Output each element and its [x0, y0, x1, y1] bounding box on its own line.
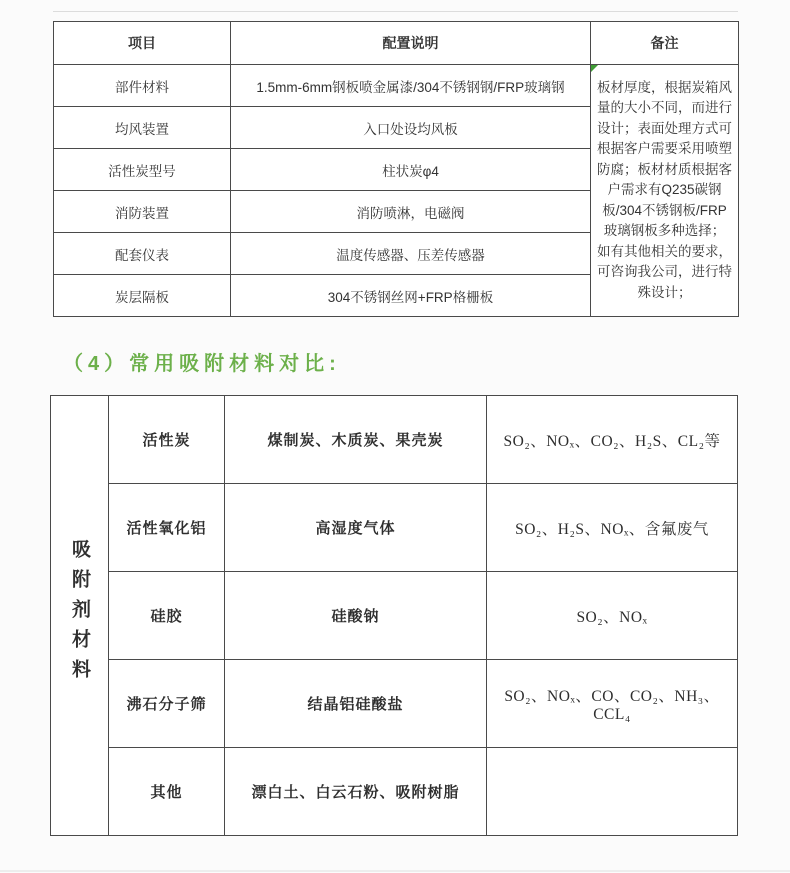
config-item-cell: 炭层隔板 [54, 275, 231, 317]
table-row [51, 484, 738, 572]
table-row [51, 660, 738, 748]
adsorbent-row-header-cell [51, 396, 109, 836]
adsorbent-targets-cell [487, 748, 738, 836]
config-item-cell: 活性炭型号 [54, 149, 231, 191]
config-item-cell: 配套仪表 [54, 233, 231, 275]
adsorbent-targets-cell: SO₂、NOₓ、CO、CO₂、NH₃、CCL₄ [487, 660, 738, 748]
config-remark-cell [591, 65, 739, 317]
adsorbent-targets-cell: SO₂、NOₓ [487, 572, 738, 660]
adsorbent-composition-cell: 结晶铝硅酸盐 [225, 660, 487, 748]
adsorbent-composition-cell: 硅酸钠 [225, 572, 487, 660]
config-desc-cell: 1.5mm-6mm钢板喷金属漆/304不锈钢钢/FRP玻璃钢 [231, 65, 591, 107]
adsorbent-name-cell: 其他 [109, 748, 225, 836]
config-header-remark: 备注 [591, 22, 739, 65]
config-desc-cell: 消防喷淋，电磁阀 [231, 191, 591, 233]
divider-line-top [53, 11, 738, 12]
divider-line-bottom [0, 870, 790, 872]
config-desc-cell: 柱状炭φ4 [231, 149, 591, 191]
config-header-item: 项目 [54, 22, 231, 65]
adsorbent-composition-cell: 煤制炭、木质炭、果壳炭 [225, 396, 487, 484]
config-header-desc: 配置说明 [231, 22, 591, 65]
adsorbent-name-cell: 活性氧化铝 [109, 484, 225, 572]
config-desc-cell: 304不锈钢丝网+FRP格栅板 [231, 275, 591, 317]
comment-marker-icon [591, 65, 598, 72]
config-item-cell: 部件材料 [54, 65, 231, 107]
adsorbent-targets-cell: SO₂、H₂S、NOₓ、含氟废气 [487, 484, 738, 572]
adsorbent-targets-cell: SO₂、NOₓ、CO₂、H₂S、CL₂等 [487, 396, 738, 484]
remark-paragraph: 板材厚度，根据炭箱风量的大小不同，而进行设计；表面处理方式可根据客户需要采用喷塑防腐；板材材质根据客户需求有Q235碳钢板/304不锈钢板/FRP玻璃钢板多种选择； [597, 79, 732, 239]
table-row [51, 396, 738, 484]
remark-paragraph: 如有其他相关的要求，可咨询我公司，进行特殊设计； [597, 243, 732, 300]
section-heading: （4）常用吸附材料对比: [63, 353, 341, 375]
table-row [51, 572, 738, 660]
config-item-cell: 均风装置 [54, 107, 231, 149]
adsorbent-name-cell: 活性炭 [109, 396, 225, 484]
table-row [54, 65, 739, 107]
config-item-cell: 消防装置 [54, 191, 231, 233]
adsorbent-row-header: 吸附剂材料 [69, 538, 90, 689]
table-row [51, 748, 738, 836]
adsorbent-composition-cell: 高湿度气体 [225, 484, 487, 572]
config-table [53, 21, 739, 317]
adsorbent-table [50, 395, 738, 836]
config-desc-cell: 温度传感器、压差传感器 [231, 233, 591, 275]
adsorbent-composition-cell: 漂白土、白云石粉、吸附树脂 [225, 748, 487, 836]
config-header-row [54, 22, 739, 65]
adsorbent-name-cell: 沸石分子筛 [109, 660, 225, 748]
adsorbent-name-cell: 硅胶 [109, 572, 225, 660]
config-desc-cell: 入口处设均风板 [231, 107, 591, 149]
